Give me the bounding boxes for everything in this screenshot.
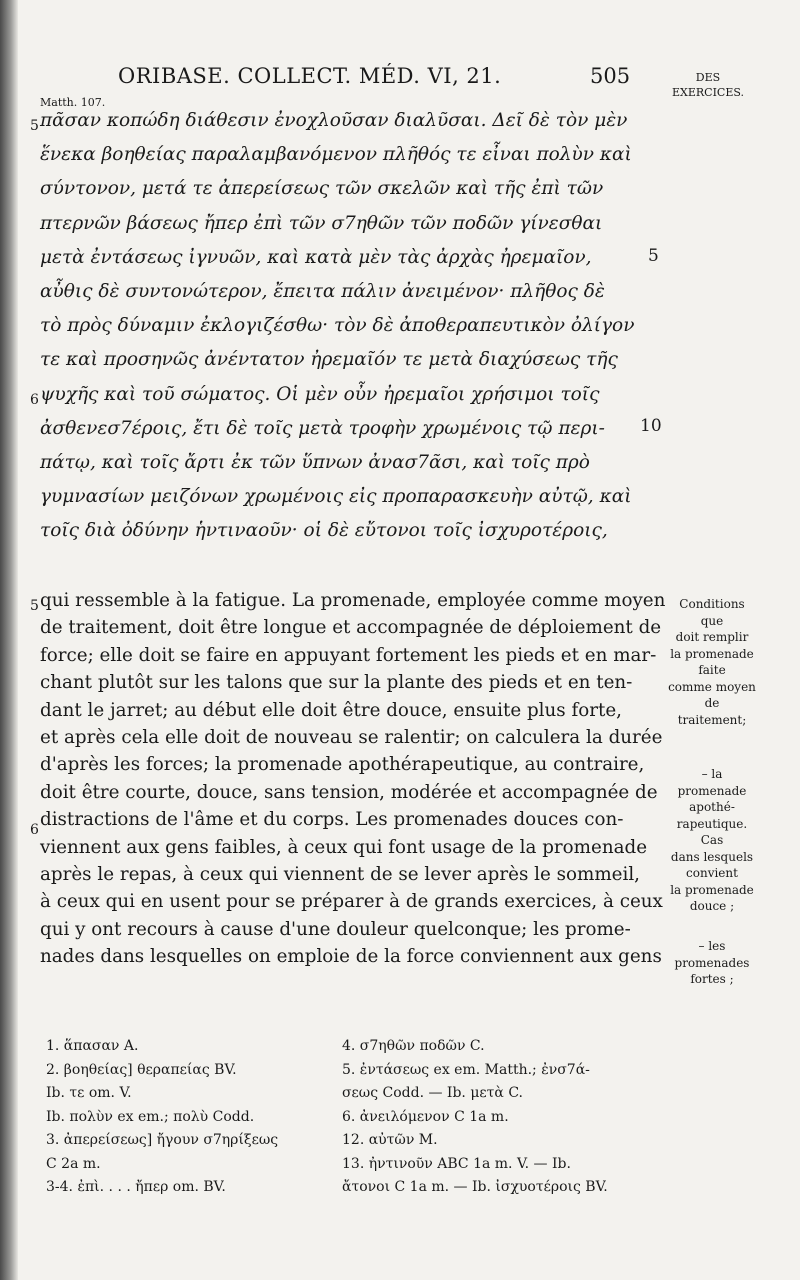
greek-line: γυμνασίων μειζόνων χρωμένοις εἰς προπαρασκευὴν αὐτῷ, καὶ: [40, 486, 632, 508]
margin-note-line: comme moyen: [668, 679, 756, 694]
french-line: d'après les forces; la promenade apothérapeutique, au contraire,: [40, 754, 645, 776]
french-line: dant le jarret; au début elle doit être douce, ensuite plus forte,: [40, 699, 622, 721]
margin-note-line: la promenade: [670, 882, 754, 897]
greek-line: μετὰ ἐντάσεως ἰγνυῶν, καὶ κατὰ μὲν τὰς ἀρχὰς ἠρεμαῖον,: [40, 246, 592, 268]
french-line: viennent aux gens faibles, à ceux qui font usage de la promenade: [40, 836, 648, 858]
french-line: force; elle doit se faire en appuyant fortement les pieds et en mar-: [40, 644, 657, 666]
french-line: après le repas, à ceux qui viennent de se lever après le sommeil,: [40, 864, 640, 885]
margin-note-line: Cas: [700, 833, 724, 847]
greek-line: ἕνεκα βοηθείας παραλαμβανόμενον πλῆθός τε εἶναι πολὺν καὶ: [40, 144, 632, 166]
french-line: qui y ont recours à cause d'une douleur quelconque; les prome-: [40, 918, 631, 940]
margin-note-line: promenade: [677, 783, 747, 798]
margin-note-line: promenades: [674, 955, 750, 970]
margin-note-line: convient: [686, 866, 738, 880]
apparatus-note: 3-4. ἐπὶ. . . . ἤπερ om. BV.: [46, 1179, 226, 1195]
greek-line: ἀσθενεσ7έροις, ἔτι δὲ τοῖς μετὰ τροφὴν χρωμένοις τῷ περι-: [40, 417, 605, 439]
greek-line: τε καὶ προσηνῶς ἀνέντατον ἠρεμαῖόν τε μετὰ διαχύσεως τῆς: [40, 349, 618, 371]
section-tag-line: EXERCICES.: [672, 86, 745, 99]
line-marker: 6: [30, 822, 39, 838]
margin-note-line: rapeutique.: [676, 816, 748, 831]
french-line: doit être courte, douce, sans tension, modérée et accompagnée de: [40, 781, 658, 803]
line-number: 5: [648, 246, 659, 266]
french-line: de traitement, doit être longue et accompagnée de déploiement de: [40, 617, 662, 639]
margin-note-line: douce ;: [689, 899, 735, 913]
matth-reference: Matth. 107.: [40, 96, 106, 109]
apparatus-note: 13. ἠντινοῦν ABC 1a m. V. — Ib.: [342, 1155, 571, 1172]
margin-note-line: de: [704, 696, 720, 710]
apparatus-note: 12. αὐτῶν M.: [342, 1132, 438, 1148]
margin-note-line: apothé-: [689, 800, 735, 814]
french-line: et après cela elle doit de nouveau se ralentir; on calculera la durée: [40, 727, 663, 748]
line-marker: 5: [30, 118, 39, 134]
section-tag: [672, 70, 744, 100]
margin-note-line: dans lesquels: [670, 849, 754, 864]
running-title: ORIBASE. COLLECT. MÉD. VI, 21.: [118, 64, 502, 88]
apparatus-note: 1. ἅπασαν A.: [46, 1038, 139, 1054]
margin-note-line: – les: [698, 939, 726, 953]
line-number: 10: [640, 416, 662, 436]
line-marker: 6: [30, 392, 39, 408]
apparatus-note: σεως Codd. — Ib. μετὰ C.: [342, 1085, 523, 1101]
margin-note-line: doit remplir: [675, 630, 749, 644]
apparatus-note: 6. ἀνειλόμενον C 1a m.: [342, 1108, 509, 1125]
line-marker: 5: [30, 598, 39, 614]
margin-note: [660, 596, 764, 728]
page-number: 505: [590, 64, 631, 88]
greek-line: πάτῳ, καὶ τοῖς ἄρτι ἐκ τῶν ὕπνων ἀνασ7ᾶσι, καὶ τοῖς πρὸ: [40, 452, 590, 473]
apparatus-note: Ib. πολὺν ex em.; πολὺ Codd.: [46, 1108, 255, 1125]
margin-note-line: fortes ;: [690, 972, 734, 986]
margin-note-line: Conditions: [679, 597, 745, 611]
apparatus-note: 3. ἀπερείσεως] ἤγουν σ7ηρίξεως: [46, 1132, 279, 1148]
greek-line: τοῖς διὰ ὀδύνην ἡντιναοῦν· οἱ δὲ εὔτονοι τοῖς ἰσχυροτέροις,: [40, 520, 608, 542]
french-line: chant plutôt sur les talons que sur la plante des pieds et en ten-: [40, 672, 633, 694]
margin-note-line: traitement;: [677, 712, 747, 727]
french-line: à ceux qui en usent pour se préparer à de grands exercices, à ceux: [40, 891, 663, 913]
greek-line: τὸ πρὸς δύναμιν ἐκλογιζέσθω· τὸν δὲ ἀποθεραπευτικὸν ὀλίγον: [40, 315, 635, 337]
greek-line: αὖθις δὲ συντονώτερον, ἔπειτα πάλιν ἀνειμένον· πλῆθος δὲ: [40, 281, 605, 302]
greek-line: πᾶσαν κοπώδη διάθεσιν ἐνοχλοῦσαν διαλῦσαι. Δεῖ δὲ τὸν μὲν: [40, 110, 628, 131]
apparatus-note: 5. ἐντάσεως ex em. Matth.; ἐνσ7ά-: [342, 1061, 590, 1078]
margin-note: [660, 766, 764, 915]
greek-line: σύντονον, μετά τε ἀπερείσεως τῶν σκελῶν καὶ τῆς ἐπὶ τῶν: [40, 178, 604, 200]
section-tag-line: DES: [695, 71, 721, 84]
apparatus-note: 2. βοηθείας] θεραπείας BV.: [46, 1061, 237, 1078]
apparatus-note: ἄτονοι C 1a m. — Ib. ἰσχυοτέροις BV.: [342, 1179, 608, 1195]
apparatus-note: C 2a m.: [46, 1155, 101, 1172]
french-line: nades dans lesquelles on emploie de la force conviennent aux gens: [40, 946, 662, 968]
greek-line: ψυχῆς καὶ τοῦ σώματος. Οἱ μὲν οὖν ἠρεμαῖοι χρήσιμοι τοῖς: [40, 383, 600, 405]
margin-note-line: que: [700, 613, 724, 628]
apparatus-note: 4. σ7ηθῶν ποδῶν C.: [342, 1038, 485, 1054]
french-line: distractions de l'âme et du corps. Les promenades douces con-: [40, 809, 624, 831]
french-line: qui ressemble à la fatigue. La promenade, employée comme moyen: [40, 590, 666, 611]
apparatus-note: Ib. τε om. V.: [46, 1085, 132, 1101]
margin-note: [660, 938, 764, 988]
margin-note-line: – la: [701, 767, 723, 781]
page-gutter-shadow: [0, 0, 18, 1280]
margin-note-line: faite: [698, 663, 726, 677]
greek-line: πτερνῶν βάσεως ἤπερ ἐπὶ τῶν σ7ηθῶν τῶν ποδῶν γίνεσθαι: [40, 212, 603, 234]
margin-note-line: la promenade: [670, 646, 754, 661]
